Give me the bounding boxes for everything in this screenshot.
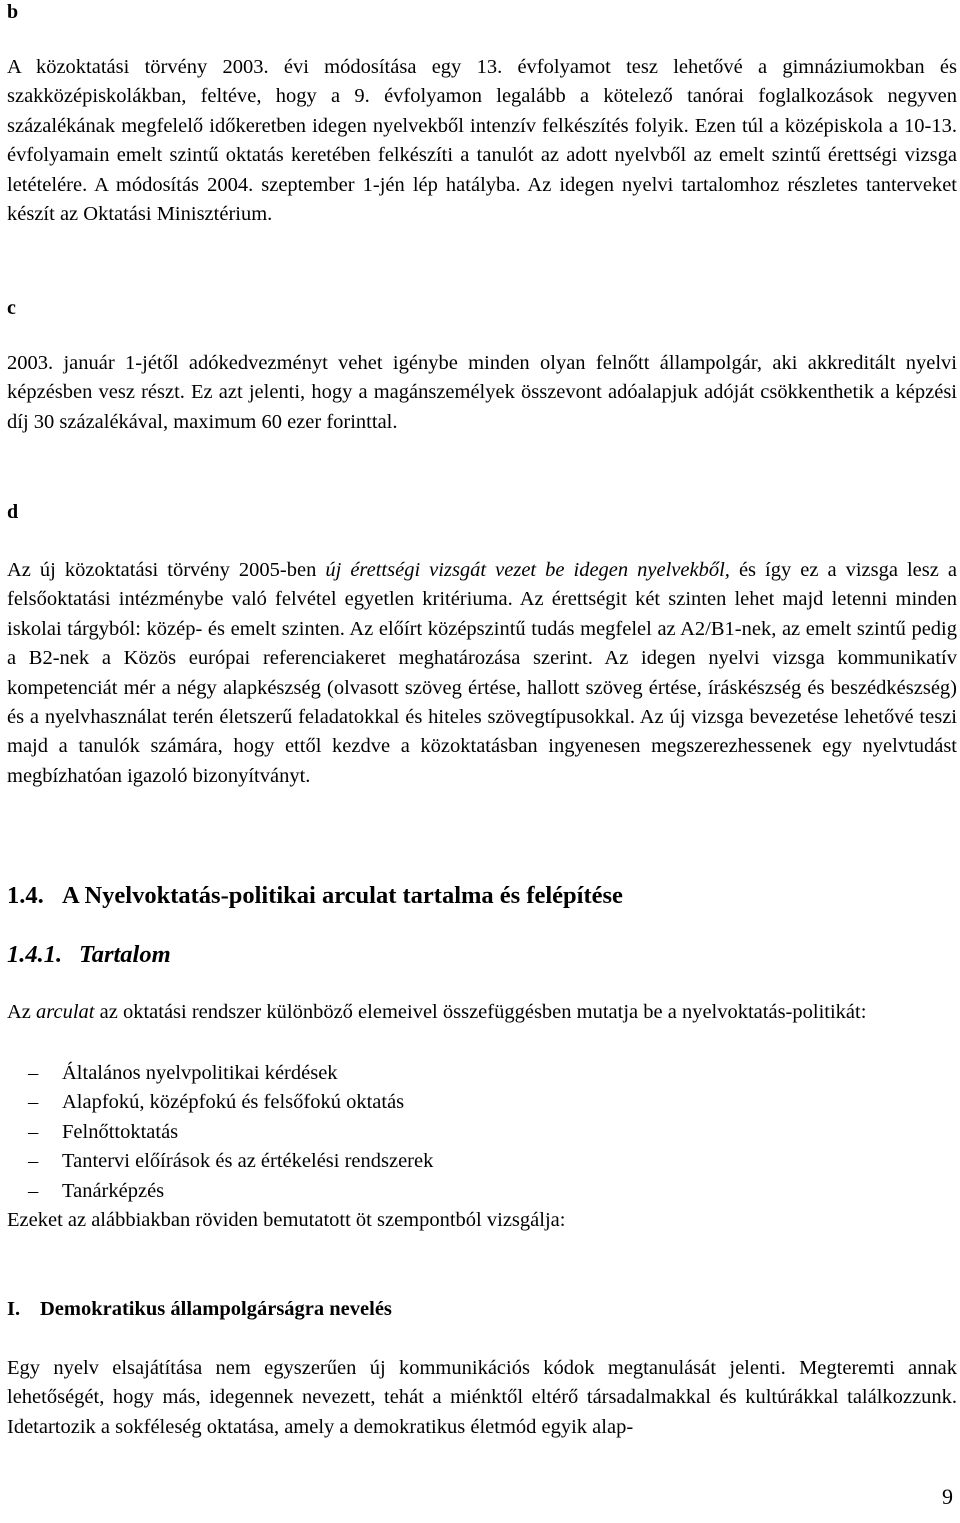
- section-d-text-start: Az új közoktatási törvény 2005-ben: [7, 559, 326, 581]
- section-d-text-rest: és így ez a vizsga lesz a felsőoktatási intézménybe való felvétel egyetlen kritériuma. Az érettségit két szinten lehet majd letenni minden iskolai tárgyból: közép- és emelt szinten. Az előírt középszintű tudás megfelel az A2/B1-nek, az emelt szintű pedig a B2-nek a Közös európai referenciakeret meghatározása szerint. Az idegen nyelvi vizsga kommunikatív kompetenciát mér a négy alapkészség (olvasott szöveg értése, hallott szöveg értése, íráskészség és beszédkészség) és a nyelvhasználat terén életszerű feladatokkal és hiteles szövegtípusokkal. Az új vizsga bevezetése lehetővé teszi majd a tanulók számára, hogy ettől kezdve a közoktatásban ingyenesen megszerezhessenek egy nyelvtudást megbízhatóan igazoló bizonyítványt.: [7, 559, 957, 787]
- outro-paragraph: Ezeket az alábbiakban röviden bemutatott öt szempontból vizsgálja:: [7, 1209, 566, 1231]
- heading-1-4-1-number: 1.4.1.: [7, 941, 63, 968]
- list-item-text: Általános nyelvpolitikai kérdések: [62, 1062, 338, 1084]
- list-item: [7, 1118, 957, 1147]
- heading-I: [7, 1296, 957, 1322]
- topic-list: [7, 1059, 957, 1206]
- section-b-label: b: [7, 1, 19, 23]
- intro-text-rest: az oktatási rendszer különböző elemeivel összefüggésben mutatja be a nyelvoktatás-politikát:: [94, 1001, 867, 1023]
- intro-emphasis: arculat: [36, 1001, 95, 1023]
- heading-1-4-1: [7, 940, 957, 970]
- list-item: [7, 1059, 957, 1088]
- list-item-text: Felnőttoktatás: [62, 1120, 179, 1143]
- heading-I-number: I.: [7, 1298, 21, 1320]
- section-I-paragraph: Egy nyelv elsajátítása nem egyszerűen új kommunikációs kódok megtanulását jelenti. Megteremti annak lehetőségét, hogy más, idegennek nevezett, tehát a miénktől eltérő társadalmakkal és kultúrákkal találkozzunk. Idetartozik a sokféleség oktatása, amely a demokratikus életmód egyik alap-: [7, 1357, 957, 1438]
- list-item: [7, 1147, 957, 1176]
- section-d-emphasis: új érettségi vizsgát vezet be idegen nyelvekből,: [325, 559, 730, 581]
- heading-1-4-1-title: Tartalom: [79, 941, 171, 968]
- section-c-paragraph: 2003. január 1-jétől adókedvezményt vehet igénybe minden olyan felnőtt állampolgár, aki akkreditált nyelvi képzésben vesz részt. Ez azt jelenti, hogy a magánszemélyek összevont adóalapjuk adóját csökkenthetik a képzési díj 30 százalékával, maximum 60 ezer forinttal.: [7, 352, 957, 433]
- section-c-label: c: [7, 297, 16, 319]
- heading-1-4-number: 1.4.: [7, 882, 44, 909]
- dash-bullet: –: [28, 1150, 39, 1173]
- heading-1-4: [7, 881, 957, 911]
- list-item-text: Tanárképzés: [62, 1179, 165, 1202]
- heading-I-title: Demokratikus állampolgárságra nevelés: [40, 1298, 392, 1320]
- section-d-paragraph: [7, 556, 957, 791]
- heading-1-4-title: A Nyelvoktatás-politikai arculat tartalma és felépítése: [62, 882, 623, 909]
- list-item-text: Alapfokú, középfokú és felsőfokú oktatás: [62, 1091, 405, 1114]
- section-d-label: d: [7, 501, 19, 523]
- dash-bullet: –: [28, 1062, 39, 1084]
- dash-bullet: –: [28, 1091, 39, 1114]
- intro-paragraph: [7, 998, 957, 1027]
- list-item: [7, 1177, 957, 1206]
- list-item-text: Tantervi előírások és az értékelési rendszerek: [62, 1150, 434, 1173]
- intro-text-start: Az: [7, 1001, 37, 1023]
- dash-bullet: –: [28, 1120, 39, 1143]
- dash-bullet: –: [28, 1179, 39, 1202]
- section-b-paragraph: A közoktatási törvény 2003. évi módosítása egy 13. évfolyamot tesz lehetővé a gimnáziumokban és szakközépiskolákban, feltéve, hogy a 9. évfolyamon legalább a kötelező tanórai foglalkozások negyven százalékának megfelelő időkeretben idegen nyelvekből intenzív felkészítés folyik. Ezen túl a középiskola a 10-13. évfolyamain emelt szintű oktatás keretében felkészíti a tanulót az adott nyelvből az emelt szintű érettségi vizsga letételére. A módosítás 2004. szeptember 1-jén lép hatályba. Az idegen nyelvi tartalomhoz részletes tanterveket készít az Oktatási Minisztérium.: [7, 56, 957, 226]
- page-number: 9: [942, 1484, 953, 1509]
- list-item: [7, 1088, 957, 1117]
